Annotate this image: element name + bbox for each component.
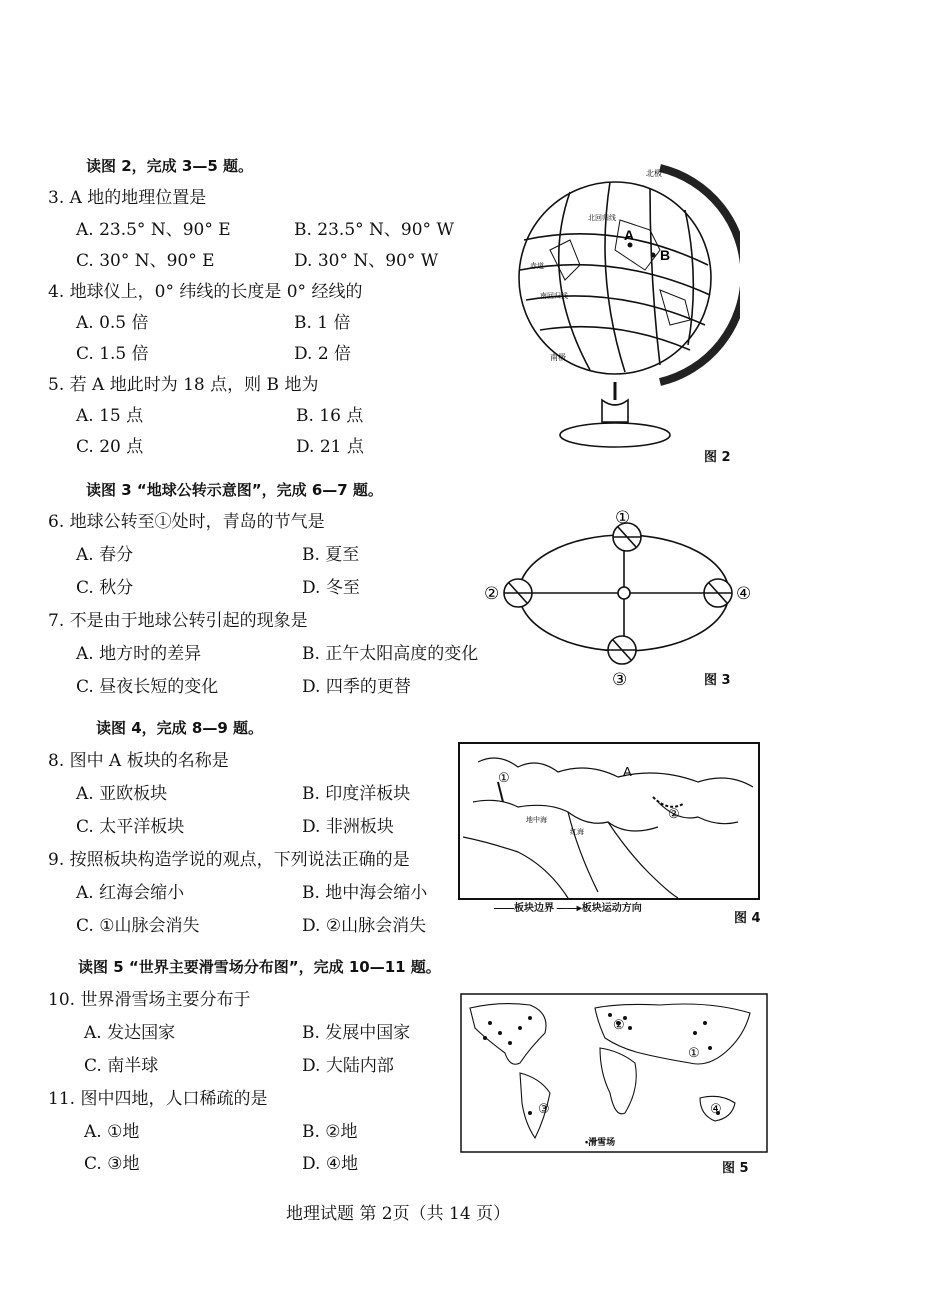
section-heading-fig2: 读图 2，完成 3—5 题。 (86, 157, 253, 175)
fig2-caption: 图 2 (704, 450, 731, 465)
globe-figure (510, 160, 740, 460)
tropic-north-label: 北回归线 (588, 215, 616, 222)
q10-option-c[interactable]: C. 南半球 (84, 1056, 159, 1076)
q3-option-c[interactable]: C. 30° N、90° E (76, 251, 215, 271)
q11-option-b[interactable]: B. ②地 (302, 1122, 358, 1142)
q8-option-b[interactable]: B. 印度洋板块 (302, 784, 411, 804)
q8-option-a[interactable]: A. 亚欧板块 (76, 784, 168, 804)
q4-option-b[interactable]: B. 1 倍 (294, 313, 351, 333)
orbit-position-1: ① (615, 508, 631, 528)
fig3-caption: 图 3 (704, 673, 731, 688)
q6-stem: 6. 地球公转至①处时，青岛的节气是 (48, 512, 325, 532)
q3-option-d[interactable]: D. 30° N、90° W (294, 251, 439, 271)
ski-map-figure (460, 993, 768, 1153)
q4-option-d[interactable]: D. 2 倍 (294, 344, 352, 364)
ski-site-4-label: ④ (710, 1102, 722, 1117)
q9-option-b[interactable]: B. 地中海会缩小 (302, 883, 428, 903)
q11-stem: 11. 图中四地，人口稀疏的是 (48, 1089, 268, 1109)
q5-stem: 5. 若 A 地此时为 18 点，则 B 地为 (48, 375, 319, 395)
point-a-label: A (624, 227, 635, 243)
q7-option-b[interactable]: B. 正午太阳高度的变化 (302, 644, 479, 664)
fig5-legend: •滑雪场 (585, 1137, 616, 1147)
q4-option-a[interactable]: A. 0.5 倍 (76, 313, 149, 333)
q5-option-a[interactable]: A. 15 点 (76, 406, 144, 426)
q4-stem: 4. 地球仪上，0° 纬线的长度是 0° 经线的 (48, 282, 363, 302)
q7-option-d[interactable]: D. 四季的更替 (302, 677, 411, 697)
tropic-south-label: 南回归线 (540, 293, 568, 300)
q4-option-c[interactable]: C. 1.5 倍 (76, 344, 149, 364)
mountain-2-label: ② (668, 807, 680, 822)
q5-option-c[interactable]: C. 20 点 (76, 437, 144, 457)
section-heading-fig3: 读图 3 “地球公转示意图”，完成 6—7 题。 (86, 481, 383, 499)
q10-option-b[interactable]: B. 发展中国家 (302, 1023, 411, 1043)
q9-stem: 9. 按照板块构造学说的观点，下列说法正确的是 (48, 850, 410, 870)
orbit-position-4: ④ (736, 584, 752, 604)
orbit-position-3: ③ (612, 670, 628, 690)
q11-option-a[interactable]: A. ①地 (84, 1122, 140, 1142)
q6-option-c[interactable]: C. 秋分 (76, 578, 134, 598)
point-b-dot (651, 253, 656, 258)
mediterranean-label: 地中海 (526, 817, 547, 824)
q10-option-a[interactable]: A. 发达国家 (84, 1023, 176, 1043)
fig4-caption: 图 4 (734, 911, 761, 926)
ski-site-1-label: ① (688, 1046, 700, 1061)
q9-option-a[interactable]: A. 红海会缩小 (76, 883, 185, 903)
q7-option-c[interactable]: C. 昼夜长短的变化 (76, 677, 219, 697)
q7-stem: 7. 不是由于地球公转引起的现象是 (48, 611, 308, 631)
fig4-legend: ——板块边界 ——▸板块运动方向 (494, 903, 642, 914)
plates-map-figure (458, 742, 760, 900)
q6-option-d[interactable]: D. 冬至 (302, 578, 360, 598)
q8-option-d[interactable]: D. 非洲板块 (302, 817, 394, 837)
q5-option-b[interactable]: B. 16 点 (296, 406, 364, 426)
point-a-dot (628, 243, 633, 248)
q3-stem: 3. A 地的地理位置是 (48, 188, 207, 208)
q6-option-a[interactable]: A. 春分 (76, 545, 134, 565)
q8-stem: 8. 图中 A 板块的名称是 (48, 751, 229, 771)
q11-option-d[interactable]: D. ④地 (302, 1154, 359, 1174)
q7-option-a[interactable]: A. 地方时的差异 (76, 644, 202, 664)
section-heading-fig5: 读图 5 “世界主要滑雪场分布图”，完成 10—11 题。 (78, 958, 441, 976)
q5-option-d[interactable]: D. 21 点 (296, 437, 364, 457)
orbit-figure (482, 505, 762, 690)
orbit-position-2: ② (484, 584, 500, 604)
red-sea-label: 红海 (570, 829, 584, 836)
north-pole-label: 北极 (646, 169, 662, 178)
q6-option-b[interactable]: B. 夏至 (302, 545, 360, 565)
section-heading-fig4: 读图 4，完成 8—9 题。 (96, 719, 263, 737)
south-pole-label: 南极 (550, 353, 566, 362)
page-footer: 地理试题 第 2页（共 14 页） (286, 1204, 511, 1224)
equator-label: 赤道 (530, 263, 544, 270)
plate-a-label: A (623, 764, 632, 779)
q3-option-a[interactable]: A. 23.5° N、90° E (76, 220, 231, 240)
ski-site-2-label: ② (613, 1018, 625, 1033)
q10-stem: 10. 世界滑雪场主要分布于 (48, 990, 251, 1010)
q11-option-c[interactable]: C. ③地 (84, 1154, 140, 1174)
q9-option-d[interactable]: D. ②山脉会消失 (302, 916, 427, 936)
q3-option-b[interactable]: B. 23.5° N、90° W (294, 220, 454, 240)
q10-option-d[interactable]: D. 大陆内部 (302, 1056, 394, 1076)
q8-option-c[interactable]: C. 太平洋板块 (76, 817, 185, 837)
point-b-label: B (660, 247, 671, 263)
q9-option-c[interactable]: C. ①山脉会消失 (76, 916, 200, 936)
ski-site-3-label: ③ (538, 1102, 550, 1117)
mountain-1-label: ① (498, 771, 510, 786)
fig5-caption: 图 5 (722, 1161, 749, 1176)
